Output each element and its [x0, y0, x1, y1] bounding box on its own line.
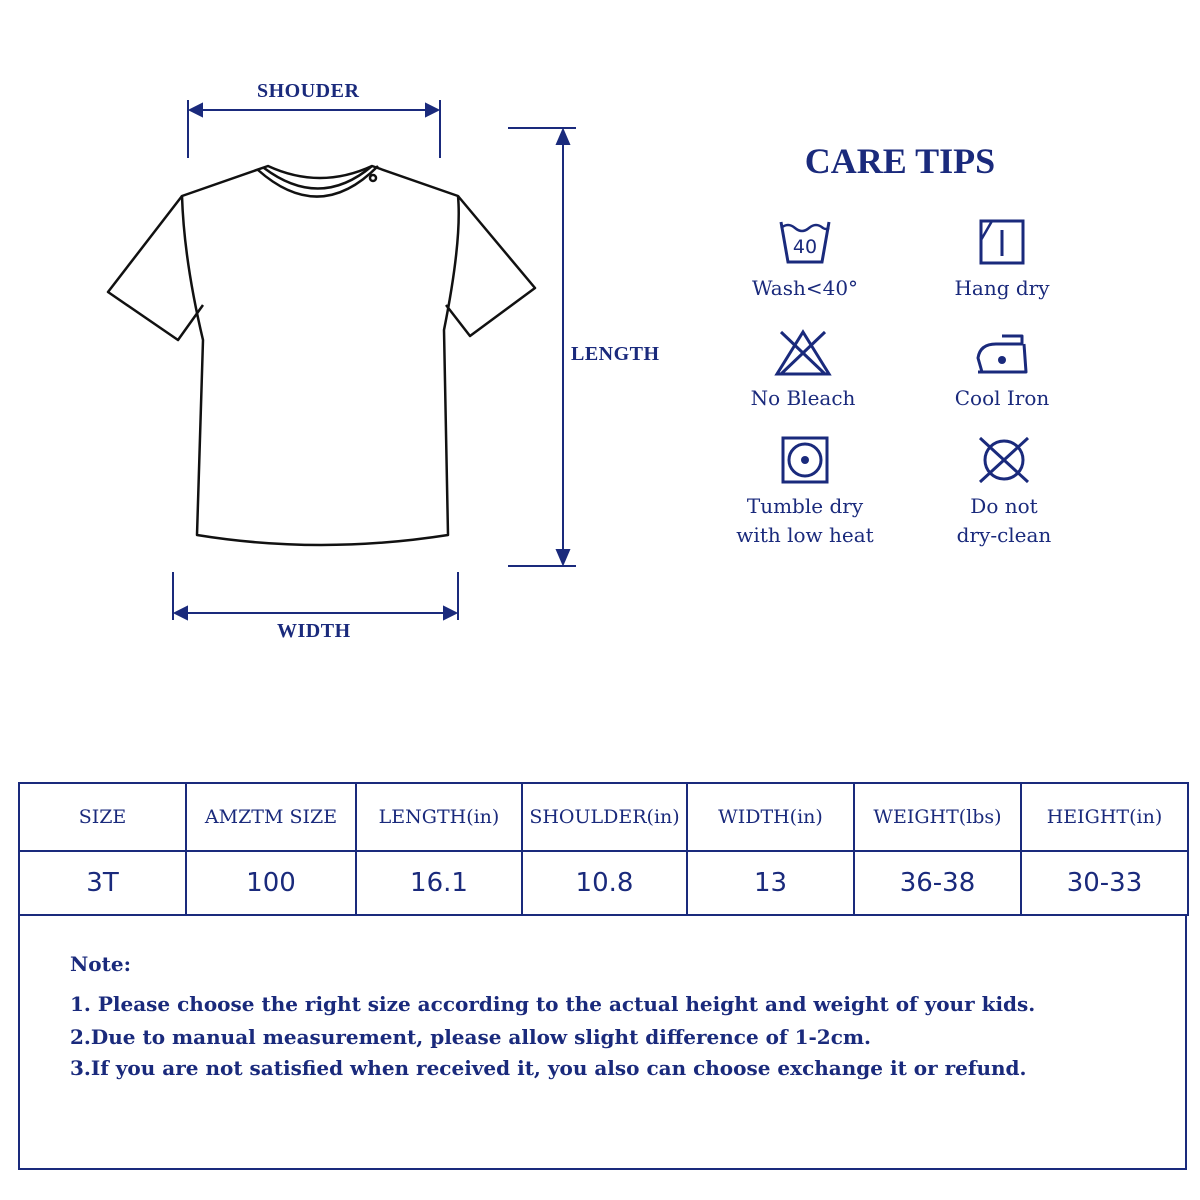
length-label: LENGTH — [571, 343, 660, 365]
cell-length: 16.1 — [356, 851, 522, 915]
cell-height: 30-33 — [1021, 851, 1188, 915]
care-item-cool-iron — [902, 328, 1102, 413]
table-row — [19, 851, 1188, 915]
care-label-wash: Wash<40° — [751, 276, 859, 300]
care-label-no-dry-clean: Do not dry-clean — [956, 494, 1052, 547]
tumble-dry-low-icon — [775, 436, 835, 486]
note-line-2: 2.Due to manual measurement, please allow slight difference of 1-2cm. — [70, 1025, 872, 1049]
header-shoulder: SHOULDER(in) — [522, 783, 687, 851]
header-length: LENGTH(in) — [356, 783, 522, 851]
care-label-hang-dry: Hang dry — [954, 276, 1050, 300]
size-table — [18, 782, 1189, 916]
care-item-no-dry-clean — [904, 436, 1104, 550]
header-amztm-size: AMZTM SIZE — [186, 783, 356, 851]
note-box — [18, 914, 1187, 1170]
no-bleach-icon — [773, 328, 833, 378]
hang-dry-icon — [972, 218, 1032, 268]
tshirt-outline — [108, 166, 535, 545]
cell-width: 13 — [687, 851, 854, 915]
cell-amztm-size: 100 — [186, 851, 356, 915]
cell-size: 3T — [19, 851, 186, 915]
note-line-1: 1. Please choose the right size according to the actual height and weight of your kids. — [70, 992, 1036, 1016]
care-item-wash — [705, 218, 905, 303]
wash-40-icon — [775, 218, 835, 268]
shoulder-dimension — [188, 100, 440, 158]
shoulder-label: SHOUDER — [257, 80, 360, 102]
header-width: WIDTH(in) — [687, 783, 854, 851]
note-line-3: 3.If you are not satisfied when received it, you also can choose exchange it or refund. — [70, 1056, 1027, 1080]
care-item-tumble-dry — [705, 436, 905, 550]
width-label: WIDTH — [277, 620, 351, 642]
no-dry-clean-icon — [974, 436, 1034, 486]
care-label-no-bleach: No Bleach — [750, 386, 856, 410]
cell-weight: 36-38 — [854, 851, 1021, 915]
svg-text:40: 40 — [792, 236, 818, 258]
care-tips-title: CARE TIPS — [804, 141, 996, 181]
care-label-cool-iron: Cool Iron — [954, 386, 1050, 410]
cell-shoulder: 10.8 — [522, 851, 687, 915]
care-item-no-bleach — [703, 328, 903, 413]
header-size: SIZE — [19, 783, 186, 851]
header-height: HEIGHT(in) — [1021, 783, 1188, 851]
note-title: Note: — [70, 952, 131, 976]
header-weight: WEIGHT(lbs) — [854, 783, 1021, 851]
care-item-hang-dry — [902, 218, 1102, 303]
length-dimension — [508, 128, 576, 566]
table-header-row — [19, 783, 1188, 851]
cool-iron-icon — [972, 328, 1032, 378]
care-label-tumble-dry: Tumble dry with low heat — [736, 494, 874, 547]
width-dimension — [173, 572, 458, 620]
